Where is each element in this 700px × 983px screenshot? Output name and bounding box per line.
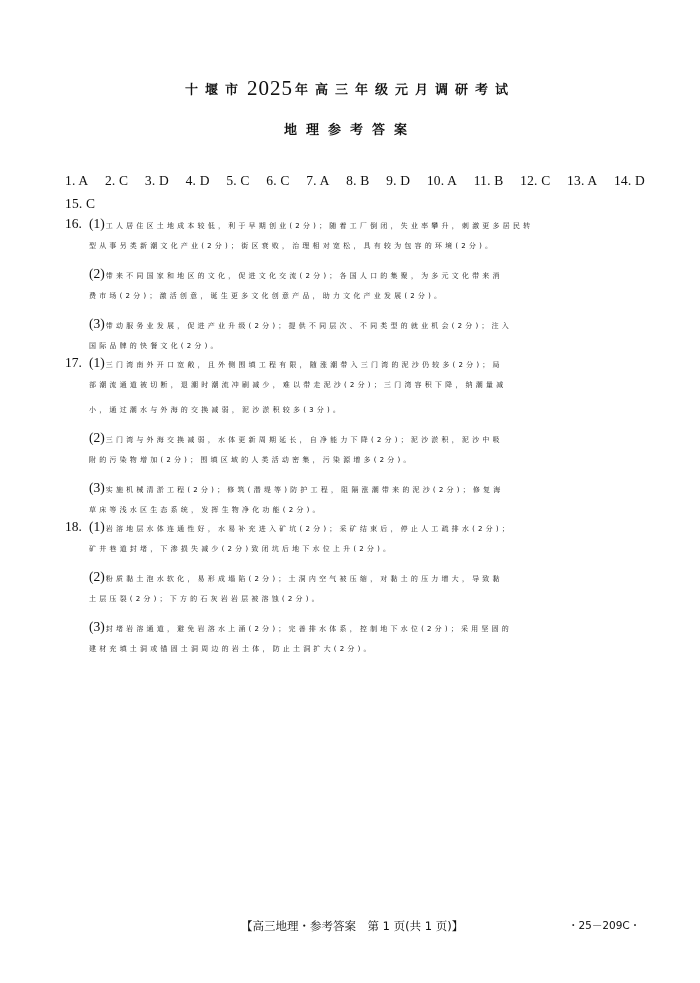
- mc-answer: 8. B: [346, 173, 370, 188]
- answer-text: 实施机械清淤工程(2分)；修筑(潜堤等)防护工程，阻隔涨潮带来的泥沙(2分)；修复海: [105, 486, 504, 494]
- answer-text: 三门湾与外海交换减弱，水体更新周期延长，自净能力下降(2分)；泥沙淤积，泥沙中吸: [105, 436, 503, 444]
- mc-answer: 7. A: [306, 173, 330, 188]
- answer-text: 费市场(2分)；激活创意，诞生更多文化创意产品，助力文化产业发展(2分)。: [89, 292, 445, 300]
- q16-part1-line1: [65, 216, 645, 241]
- multiple-choice-answers: [65, 169, 645, 215]
- mc-answer: 11. B: [473, 173, 504, 188]
- mc-answer: 9. D: [386, 173, 411, 188]
- title-year: 2025: [247, 76, 293, 100]
- part-label: (1): [89, 519, 105, 534]
- answer-text: 草床等浅水区生态系统，发挥生物净化功能(2分)。: [89, 506, 323, 514]
- answer-text: 建材充填土洞或锚固土洞周边的岩土体，防止土洞扩大(2分)。: [89, 645, 374, 653]
- mc-row-1: [65, 169, 645, 192]
- question-number: 16.: [65, 216, 82, 231]
- q17-part3-line1: [65, 480, 645, 505]
- part-label: (2): [89, 569, 105, 584]
- part-label: (3): [89, 619, 105, 634]
- q18-part1-line1: [65, 519, 645, 544]
- answer-text: 型从事另类新潮文化产业(2分)；街区衰败，治理相对宽松，具有较为包容的环境(2分)。: [89, 242, 496, 250]
- part-label: (2): [89, 430, 105, 445]
- mc-answer: 3. D: [144, 173, 169, 188]
- question-number: 17.: [65, 355, 82, 370]
- q18-part2-line2: [65, 594, 645, 619]
- answer-text: 粉质黏土泡水软化，易形成塌陷(2分)；土洞内空气被压缩，对黏土的压力增大，导致黏: [105, 575, 503, 583]
- q17-part1-line3: [65, 405, 645, 430]
- mc-answer: 4. D: [185, 173, 210, 188]
- title-rest: 年高三年级元月调研考试: [295, 83, 516, 98]
- q16-part2-line1: [65, 266, 645, 291]
- mc-answer: 14. D: [613, 173, 645, 188]
- exam-title: [0, 76, 700, 101]
- q16-part2-line2: [65, 291, 645, 316]
- part-label: (3): [89, 316, 105, 331]
- title-city: 十堰市: [184, 83, 245, 98]
- q16-part3-line1: [65, 316, 645, 341]
- footer-page-info: 【高三地理・参考答案 第 1 页(共 1 页)】: [241, 919, 464, 933]
- q18-part3-line1: [65, 619, 645, 644]
- part-label: (2): [89, 266, 105, 281]
- q18-part2-line1: [65, 569, 645, 594]
- answer-text: 工人居住区土地成本较低，利于早期创业(2分)；随着工厂倒闭，失业率攀升，刺激更多居民转: [105, 222, 534, 230]
- answer-text: 带来不同国家和地区的文化，促进文化交流(2分)；各国人口的集聚，为多元文化带来消: [105, 272, 503, 280]
- question-17: [65, 355, 645, 530]
- q18-part1-line2: [65, 544, 645, 569]
- question-number: 18.: [65, 519, 82, 534]
- mc-answer: 5. C: [226, 173, 250, 188]
- mc-answer: 10. A: [426, 173, 458, 188]
- q17-part1-line1: [65, 355, 645, 380]
- q17-part2-line2: [65, 455, 645, 480]
- answer-text: 附的污染物增加(2分)；围填区域的人类活动密集，污染源增多(2分)。: [89, 456, 414, 464]
- answer-text: 带动服务业发展，促进产业升级(2分)；提供不同层次、不同类型的就业机会(2分)；注入: [105, 322, 512, 330]
- q16-part1-line2: [65, 241, 645, 266]
- answer-text: 土层压裂(2分)；下方的石灰岩岩层被溶蚀(2分)。: [89, 595, 322, 603]
- part-label: (3): [89, 480, 105, 495]
- answer-text: 岩溶地层水体连通性好，水易补充进入矿坑(2分)；采矿结束后，停止人工疏排水(2分)；: [105, 525, 512, 533]
- answer-text: 小，通过潮水与外海的交换减弱，泥沙淤积较多(3分)。: [89, 406, 344, 414]
- question-18: [65, 519, 645, 669]
- answer-text: 部潮流通道被切断，退潮时潮流冲刷减少，难以带走泥沙(2分)；三门湾容积下降，纳潮量减: [89, 381, 507, 389]
- q17-part1-line2: [65, 380, 645, 405]
- answer-text: 国际品牌的快餐文化(2分)。: [89, 342, 221, 350]
- mc-answer: 12. C: [520, 173, 551, 188]
- mc-answer: 6. C: [266, 173, 290, 188]
- part-label: (1): [89, 355, 105, 370]
- part-label: (1): [89, 216, 105, 231]
- mc-answer: 1. A: [65, 173, 89, 188]
- answer-text: 封堵岩溶通道，避免岩溶水上涌(2分)；完善排水体系，控制地下水位(2分)；采用坚固的: [105, 625, 512, 633]
- answer-text: 矿井巷道封堵，下渗损失减少(2分)致闭坑后地下水位上升(2分)。: [89, 545, 394, 553]
- mc-answer: 2. C: [104, 173, 129, 188]
- footer-code: ・25－209C・: [568, 920, 641, 932]
- page-subtitle: 地理参考答案: [283, 123, 416, 138]
- answer-text: 三门湾南外开口宽敞，且外侧围填工程有限，随涨潮带入三门湾的泥沙仍较多(2分)；局: [105, 361, 503, 369]
- question-16: [65, 216, 645, 366]
- mc-row-2: 15. C: [65, 196, 96, 211]
- q18-part3-line2: [65, 644, 645, 669]
- mc-answer: 13. A: [567, 173, 598, 188]
- q17-part2-line1: [65, 430, 645, 455]
